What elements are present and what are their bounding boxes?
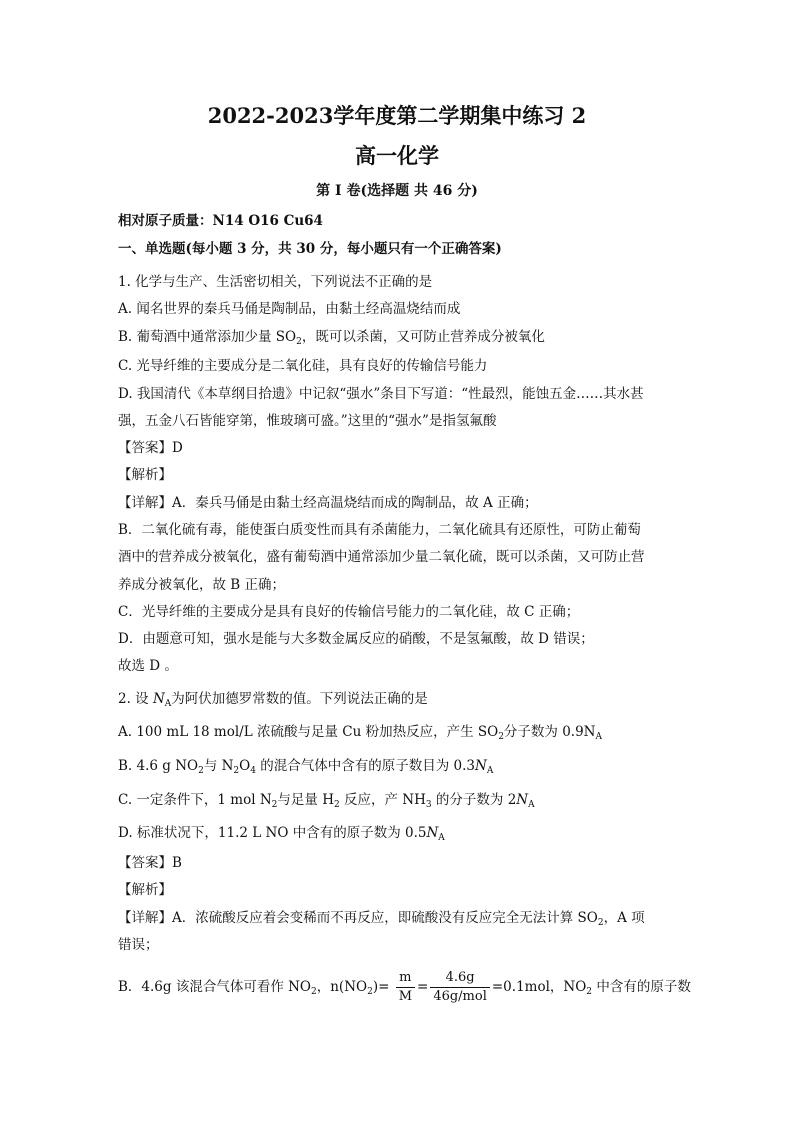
q1-answer: 【答案】D — [118, 440, 183, 456]
q2-detail-line3 — [118, 965, 691, 1009]
q2-detail-line2: 错误； — [118, 937, 159, 953]
q1-stem: 1. 化学与生产、生活密切相关，下列说法不正确的是 — [118, 274, 433, 290]
q2-option-d-pre: D. 标准状况下，11.2 L NO 中含有的原子数为 0.5 — [118, 825, 427, 841]
q2-detail-line1-sub: 2 — [597, 918, 604, 928]
q2-option-a-pre: A. 100 mL 18 mol/L 浓硫酸与足量 Cu 粉加热反应，产生 SO — [118, 724, 499, 740]
q2-option-d — [118, 823, 445, 843]
q1-option-b-sub: 2 — [296, 337, 302, 347]
q2-option-c-sub2: 2 — [333, 800, 340, 810]
q1-option-d-line1: D. 我国清代《本草纲目拾遗》中记叙“强水”条目下写道：“性最烈，能蚀五金……其水甚 — [118, 386, 644, 402]
q2-stem — [118, 689, 428, 709]
q2-option-b-post: 的混合气体中含有的原子数目为 0.3 — [255, 758, 476, 774]
q2-option-c-post: 的分子数为 2 — [431, 792, 517, 808]
q2-option-c-sub1: 2 — [271, 800, 278, 810]
q2-option-c-pre: C. 一定条件下，1 mol N — [118, 792, 272, 808]
q1-option-c: C. 光导纤维的主要成分是二氧化硅，具有良好的传输信号能力 — [118, 358, 488, 374]
q1-detail-line3: 酒中的营养成分被氧化，盛有葡萄酒中通常添加少量二氧化硫，既可以杀菌，又可防止营 — [118, 549, 645, 565]
fraction-mass-over-molar-mass — [430, 969, 490, 1006]
q2-option-b-sub1: 2 — [198, 766, 204, 776]
q1-conclusion: 故选 D 。 — [118, 658, 178, 674]
equals-sign: = — [417, 979, 429, 995]
q1-option-a: A. 闻名世界的秦兵马俑是陶制品，由黏土经高温烧结而成 — [118, 301, 461, 317]
q1-option-b — [118, 327, 545, 347]
q2-option-b — [118, 756, 493, 776]
q1-option-b-text-post: ，既可以杀菌，又可防止营养成分被氧化 — [301, 329, 545, 345]
q2-detail-line3-post: 中含有的原子数 — [592, 979, 691, 995]
q2-option-c-na: N — [516, 792, 529, 808]
calc-result: =0.1mol — [491, 979, 550, 995]
q2-option-b-o: O — [239, 758, 251, 774]
q1-option-d-line2: 强，五金八石皆能穿第，惟玻璃可盛。”这里的“强水”是指氢氟酸 — [118, 413, 497, 429]
q2-option-b-pre: B. 4.6 g NO — [118, 758, 199, 774]
fraction-m-over-m — [396, 969, 415, 1006]
q2-option-b-sub2: 2 — [233, 766, 240, 776]
q2-option-c-sub3: 3 — [425, 800, 432, 810]
q2-option-b-na: N — [475, 758, 487, 774]
q1-analysis-label: 【解析】 — [118, 467, 172, 483]
q2-stem-na: N — [152, 691, 165, 707]
q2-option-c-na-sub: A — [528, 800, 535, 810]
fraction-numerator: 4.6g — [430, 969, 490, 988]
section-title: 第 I 卷(选择题 共 46 分) — [316, 183, 478, 199]
q1-detail-line5: C．光导纤维的主要成分是具有良好的传输信号能力的二氧化硅，故 C 正确； — [118, 604, 580, 620]
q1-detail-line2: B．二氧化硫有毒，能使蛋白质变性而具有杀菌能力，二氧化硫具有还原性，可防止葡萄 — [118, 522, 641, 538]
q2-option-c-mid2: 反应，产 NH — [339, 792, 426, 808]
q2-option-a — [118, 722, 602, 742]
q2-detail-line3-sub: 2 — [311, 987, 317, 997]
q1-detail-line1: 【详解】A．秦兵马俑是由黏土经高温烧结而成的陶制品，故 A 正确； — [118, 495, 538, 511]
q2-option-d-na-sub: A — [438, 833, 445, 843]
q2-option-b-na-sub: A — [486, 766, 494, 776]
q2-option-d-na: N — [426, 825, 439, 841]
q2-option-a-sub1: 2 — [498, 732, 504, 742]
q2-detail-line3-post-sub: 2 — [586, 987, 593, 997]
q2-detail-line3-mid: ，n(NO — [316, 979, 368, 995]
q2-detail-line3-eq: )= — [372, 979, 394, 995]
q2-option-c — [118, 790, 535, 810]
q2-option-b-sub3: 4 — [250, 766, 256, 776]
part-heading: 一、单选题(每小题 3 分，共 30 分，每小题只有一个正确答案) — [118, 241, 502, 257]
q2-detail-line1 — [118, 908, 645, 928]
q2-stem-na-sub: A — [164, 699, 172, 709]
fraction-denominator: M — [398, 989, 412, 1004]
q2-detail-line3-pre: B．4.6g 该混合气体可看作 NO — [118, 979, 311, 995]
q1-option-b-text: B. 葡萄酒中通常添加少量 SO — [118, 329, 297, 345]
q2-option-a-sub2: A — [595, 732, 602, 742]
q2-option-c-mid1: 与足量 H — [277, 792, 334, 808]
fraction-denominator: 46g/mol — [433, 989, 487, 1004]
q2-option-b-mid: 与 N — [203, 758, 234, 774]
q2-analysis-label: 【解析】 — [118, 882, 172, 898]
q1-detail-line4: 养成分被氧化，故 B 正确； — [118, 577, 286, 593]
exam-title: 2022-2023学年度第二学期集中练习 2 — [207, 103, 587, 128]
atomic-masses: 相对原子质量：N14 O16 Cu64 — [118, 213, 323, 229]
q2-detail-line3-sub2: 2 — [367, 987, 373, 997]
q2-stem-pre: 2. 设 — [118, 691, 153, 707]
q1-detail-line6: D．由题意可知，强水是能与大多数金属反应的硝酸，不是氢氟酸，故 D 错误； — [118, 631, 594, 647]
q2-detail-line1-pre: 【详解】A．浓硫酸反应着会变稀而不再反应，即硫酸没有反应完全无法计算 SO — [118, 910, 598, 926]
q2-answer: 【答案】B — [118, 855, 182, 871]
q2-stem-post: 为阿伏加德罗常数的值。下列说法正确的是 — [171, 691, 428, 707]
fraction-numerator: m — [396, 969, 415, 988]
q2-detail-line3-post-pre: ，NO — [549, 979, 587, 995]
subject-title: 高一化学 — [355, 143, 439, 168]
q2-detail-line1-post: ，A 项 — [603, 910, 645, 926]
q2-option-a-mid: 分子数为 0.9N — [503, 724, 596, 740]
